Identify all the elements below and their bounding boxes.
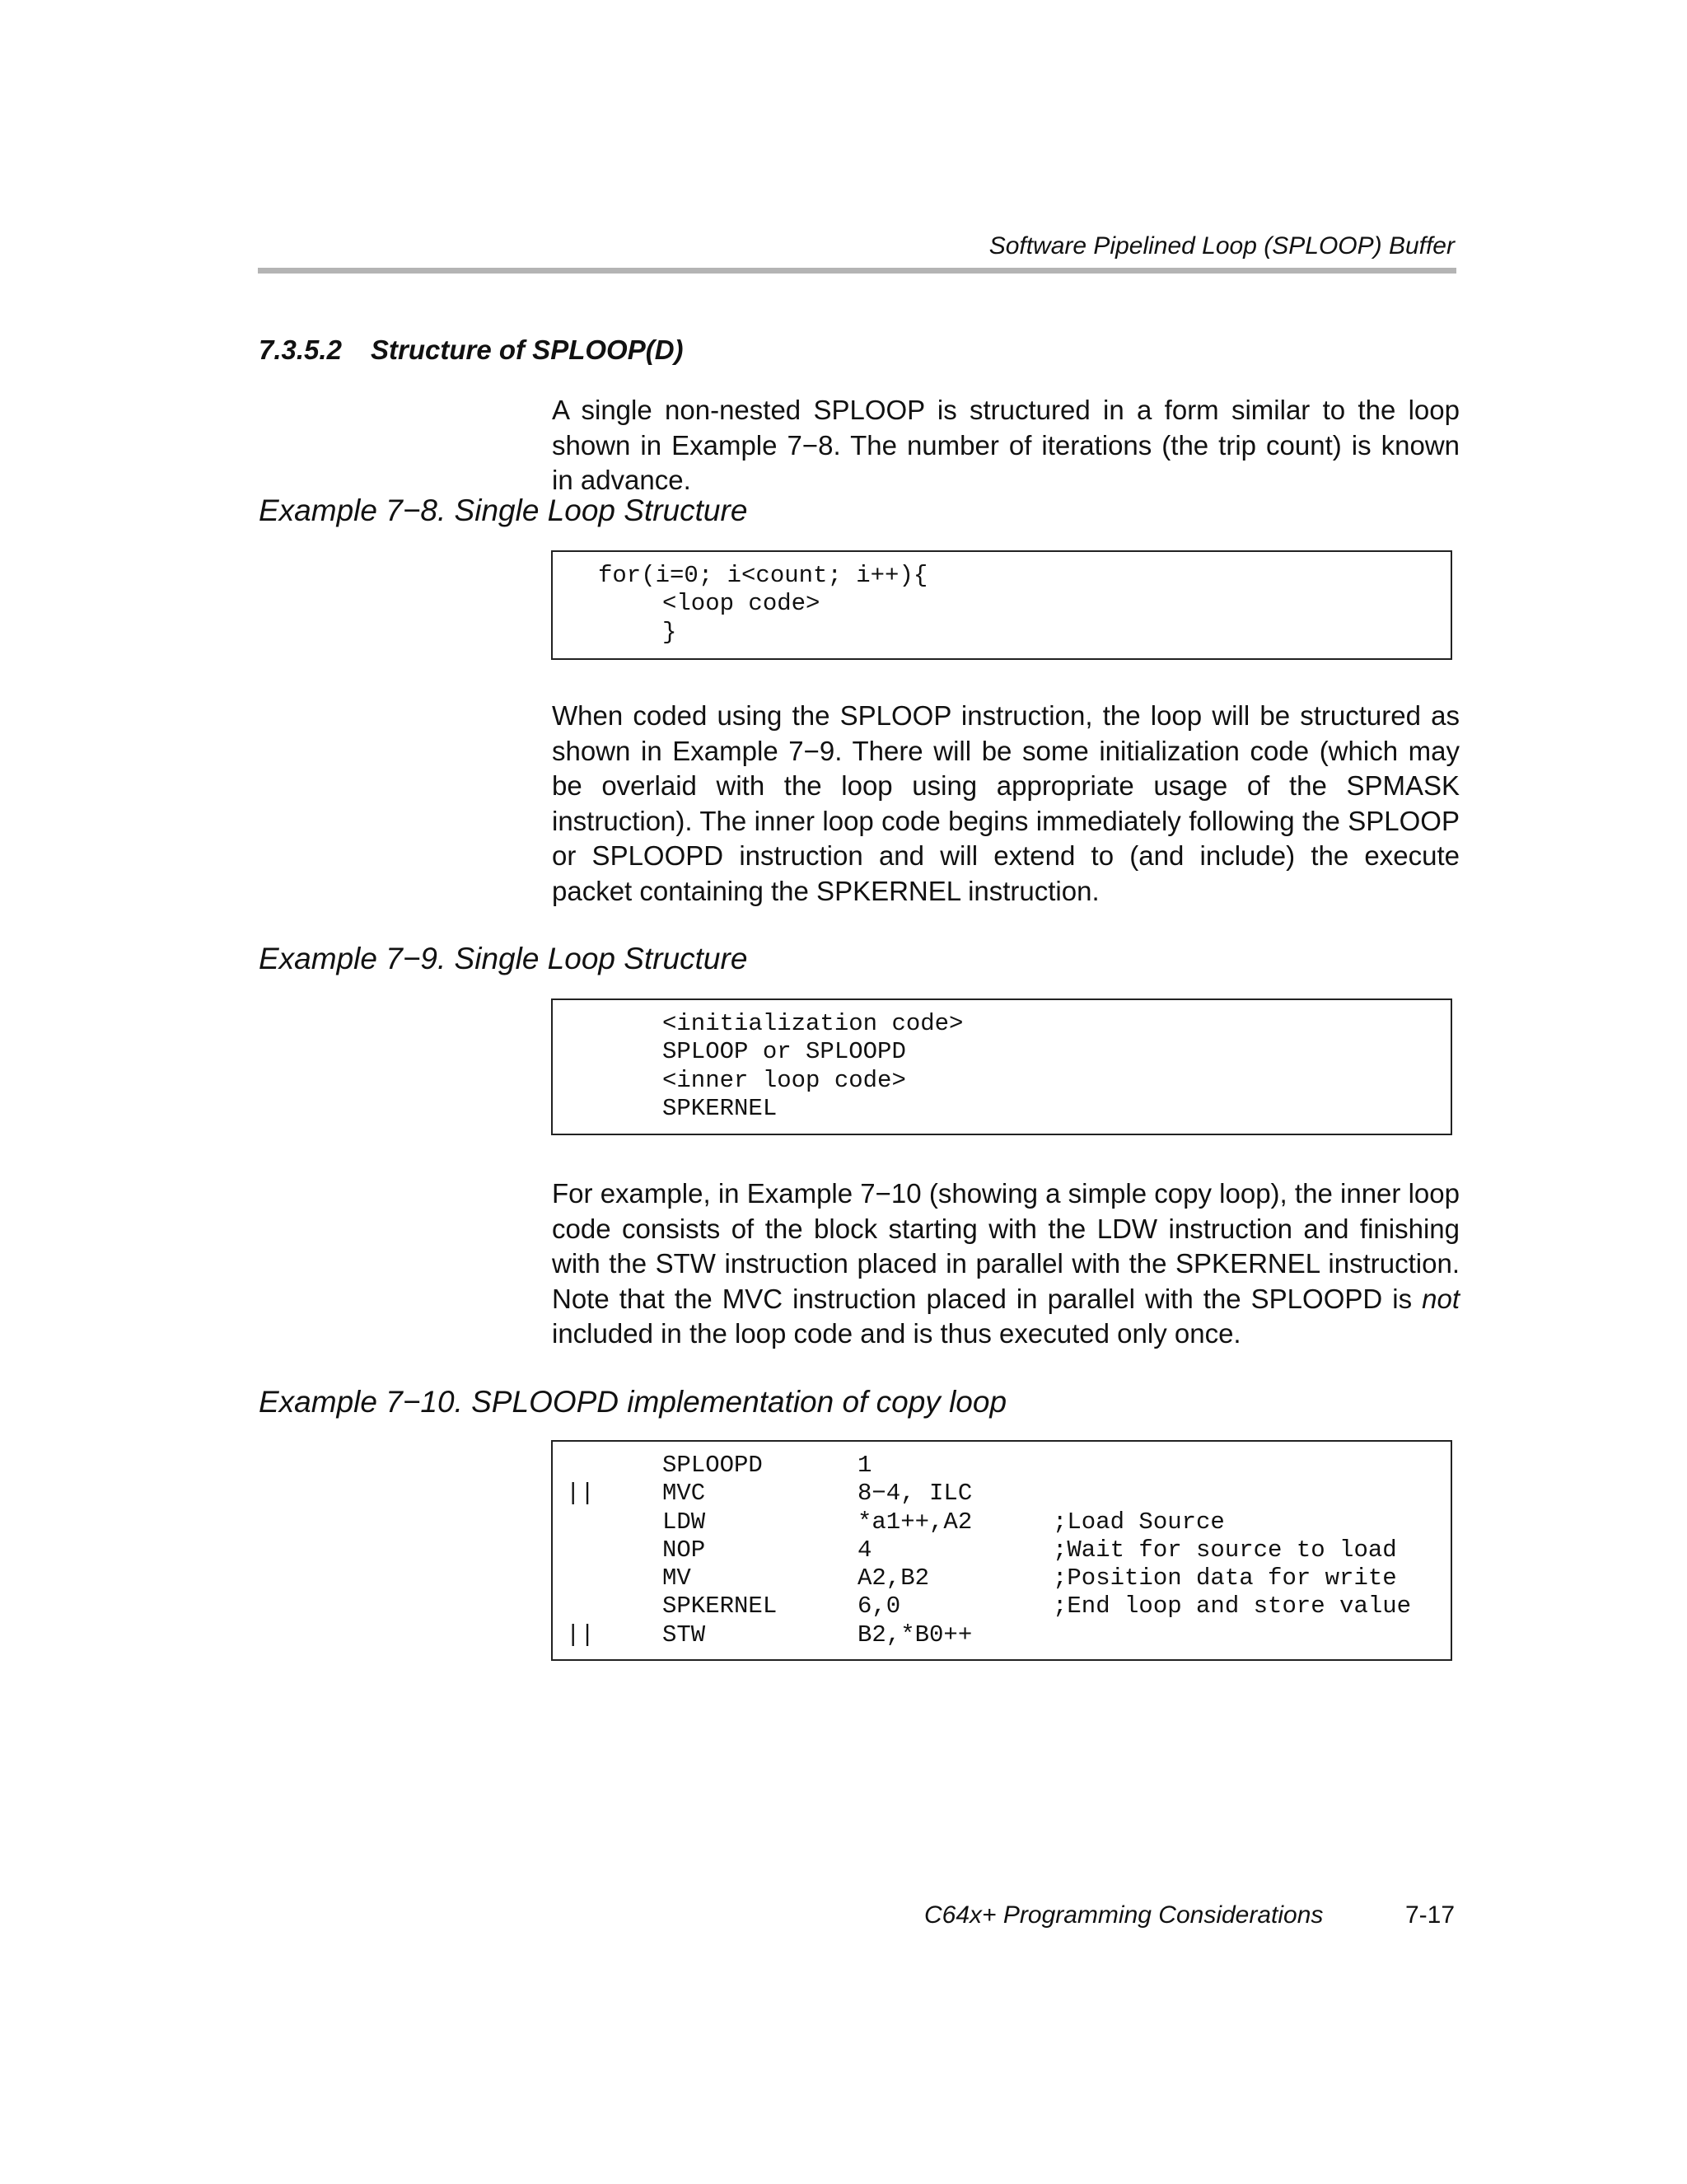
example-7-9-title: Example 7−9. Single Loop Structure <box>259 942 748 975</box>
running-header-title: Software Pipelined Loop (SPLOOP) Buffer <box>988 232 1455 260</box>
code-row: || STW B2,*B0++ <box>566 1620 973 1649</box>
code-row: NOP 4 ;Wait for source to load <box>662 1536 1397 1564</box>
code-line: SPKERNEL <box>662 1094 778 1122</box>
code-row: || MVC 8−4, ILC <box>566 1480 973 1508</box>
code-line: SPLOOP or SPLOOPD <box>662 1038 906 1066</box>
code-line: for(i=0; i<count; i++){ <box>598 562 928 589</box>
code-row: MV A2,B2 ;Position data for write <box>662 1564 1397 1592</box>
code-row: SPKERNEL 6,0 ;End loop and store value <box>662 1592 1412 1620</box>
code-line: <loop code> <box>662 590 820 618</box>
example-7-9-code-box <box>551 998 1452 1135</box>
paragraph-copy-loop-example: For example, in Example 7−10 (showing a simple copy loop), the inner loop code consists of the block starting with the LDW instruction and finishing with the STW instruction placed in parallel with the SPKERNEL instruction. Note that the MVC instruction placed in parallel with the SPLOOPD is not included in the loop code and is thus executed only once. <box>552 1178 1460 1349</box>
emphasis-not: not <box>1422 1283 1460 1314</box>
section-number: 7.3.5.2 <box>259 334 342 365</box>
paragraph-intro: A single non-nested SPLOOP is structured in a form similar to the loop shown in Example 7−8. The number of iterations (the trip count) is known in advance. <box>552 395 1460 495</box>
paragraph-sploop-structure: When coded using the SPLOOP instruction, the loop will be structured as shown in Example 7−9. There will be some initialization code (which may be overlaid with the loop using appropriate usage of the SPMASK instruction). The inner loop code begins immediately following the SPLOOP or SPLOOPD instruction and will extend to (and include) the execute packet containing the SPKERNEL instruction. <box>552 700 1460 906</box>
footer-chapter-title: C64x+ Programming Considerations <box>924 1901 1324 1929</box>
header-rule <box>258 268 1456 274</box>
example-7-8-title: Example 7−8. Single Loop Structure <box>259 493 748 527</box>
code-line: <initialization code> <box>662 1010 964 1037</box>
code-row: SPLOOPD 1 <box>662 1452 872 1479</box>
page-number: 7-17 <box>1404 1901 1455 1929</box>
code-row: LDW *a1++,A2 ;Load Source <box>662 1508 1225 1536</box>
example-7-10-title: Example 7−10. SPLOOPD implementation of copy loop <box>259 1385 1007 1419</box>
example-7-10-code-box <box>551 1440 1452 1661</box>
example-7-8-code-box <box>551 550 1452 660</box>
code-line: <inner loop code> <box>662 1066 906 1094</box>
code-line: } <box>662 618 677 646</box>
section-title: Structure of SPLOOP(D) <box>371 334 684 365</box>
section-heading <box>259 334 684 366</box>
